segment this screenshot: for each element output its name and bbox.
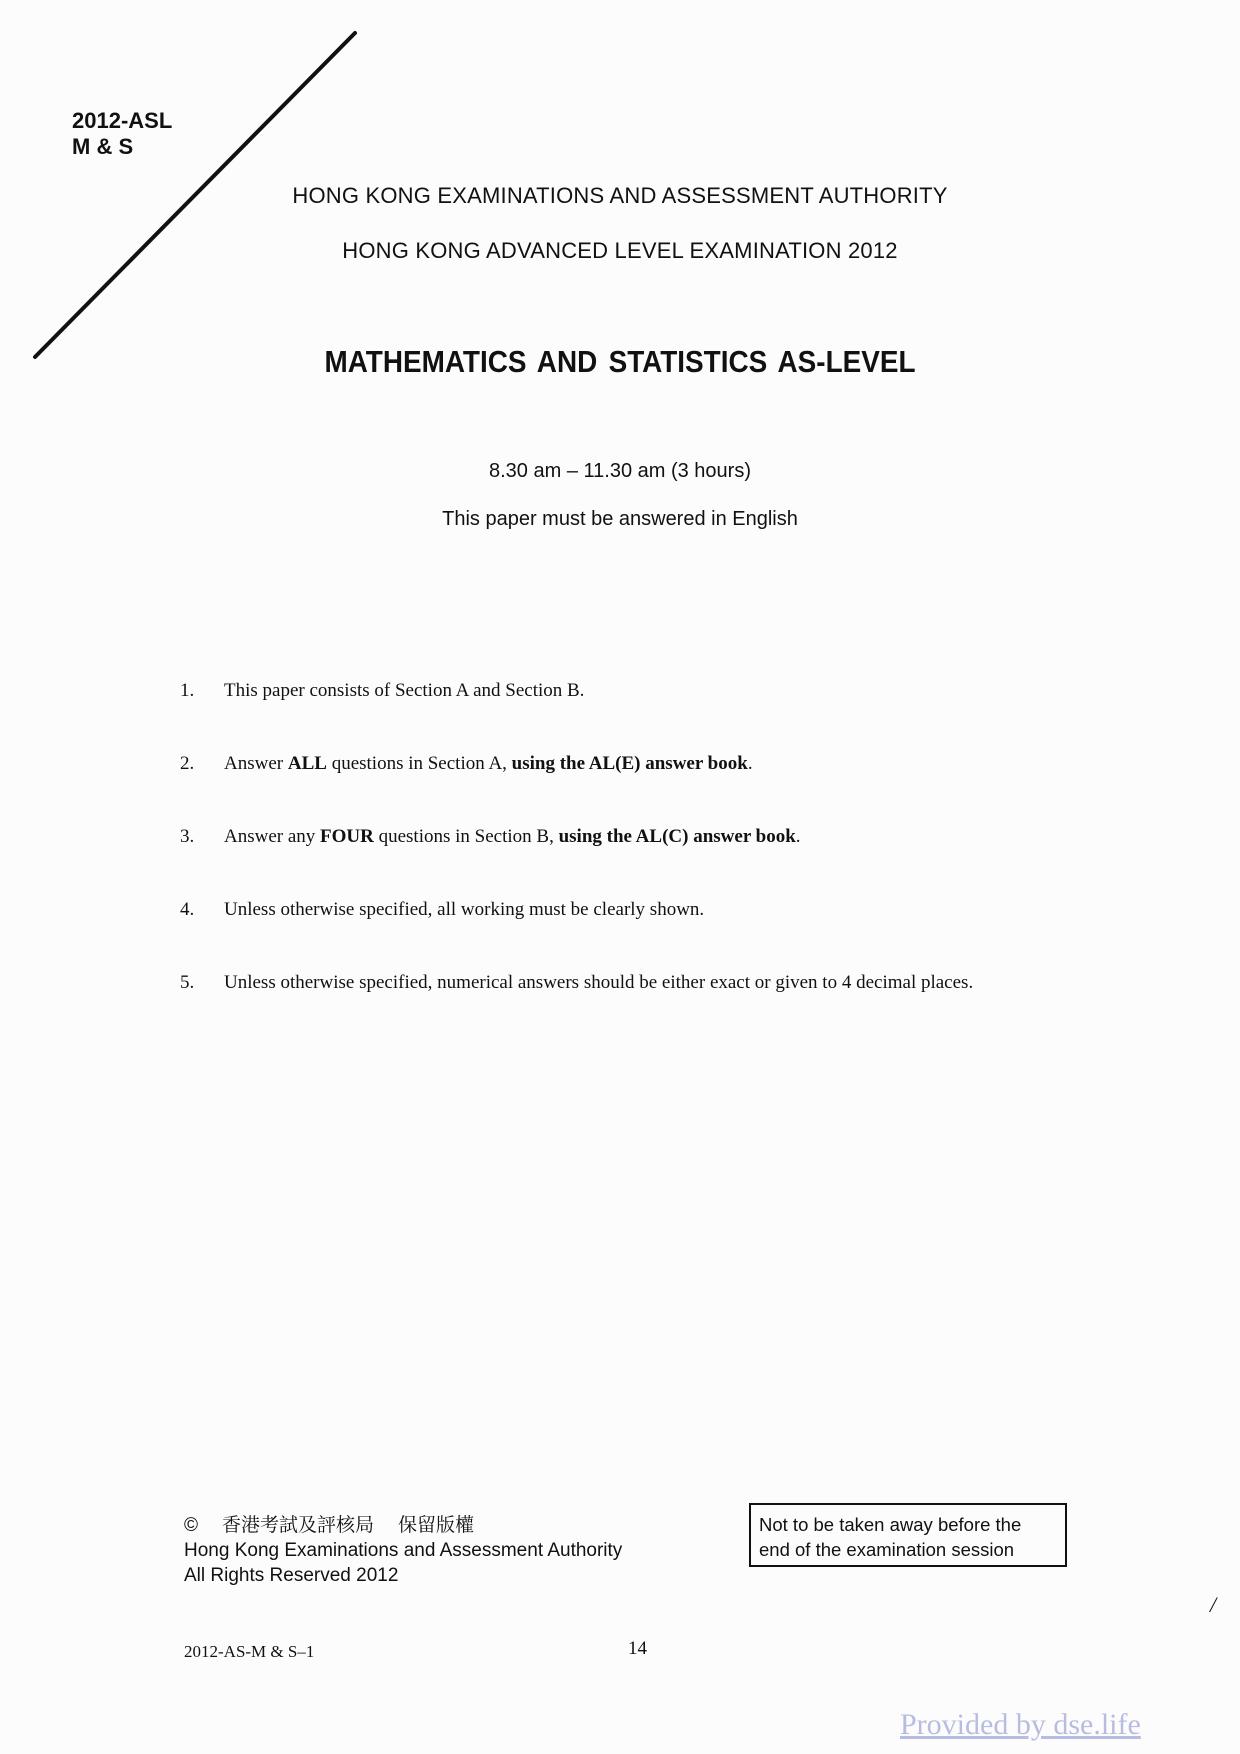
- instruction-number: 2.: [180, 753, 195, 774]
- paper-code-block: [72, 108, 172, 160]
- paper-code-subject: M & S: [72, 134, 134, 159]
- instruction-text: This paper consists of Section A and Section B.: [224, 680, 585, 701]
- copyright-chinese-line: [184, 1513, 622, 1538]
- instruction-emphasis: FOUR: [320, 826, 374, 847]
- instruction-text: .: [795, 826, 801, 847]
- notice-line-1: Not to be taken away before the: [759, 1514, 1022, 1535]
- copyright-chinese-rights: 保留版權: [398, 1515, 475, 1536]
- instruction-item: [180, 972, 973, 994]
- authority-heading: HONG KONG EXAMINATIONS AND ASSESSMENT AUTHORITY: [292, 183, 948, 208]
- instruction-text: .: [747, 753, 753, 774]
- instruction-number: 5.: [180, 972, 195, 993]
- instruction-emphasis: using the AL(C) answer book: [558, 826, 796, 847]
- instruction-text: questions in Section B,: [373, 826, 559, 847]
- copyright-symbol: ©: [184, 1515, 198, 1536]
- language-requirement: This paper must be answered in English: [442, 508, 798, 530]
- instruction-item: [180, 680, 584, 702]
- instruction-number: 4.: [180, 899, 195, 920]
- copyright-english-name: Hong Kong Examinations and Assessment Authority: [184, 1540, 623, 1561]
- instruction-text: Unless otherwise specified, all working must be clearly shown.: [224, 899, 705, 920]
- stray-pen-mark: /: [1210, 1592, 1217, 1617]
- exam-time: 8.30 am – 11.30 am (3 hours): [489, 460, 751, 482]
- paper-code-year: 2012-ASL: [72, 108, 173, 133]
- instruction-emphasis: using the AL(E) answer book: [511, 753, 748, 774]
- instruction-text: questions in Section A,: [326, 753, 512, 774]
- subject-title: MATHEMATICS AND STATISTICS AS-LEVEL: [324, 344, 916, 379]
- page-number: 14: [628, 1638, 647, 1659]
- instruction-number: 1.: [180, 680, 195, 701]
- instruction-item: [180, 899, 704, 921]
- instruction-item: [180, 753, 753, 775]
- copyright-rights: All Rights Reserved 2012: [184, 1565, 399, 1586]
- instruction-text: Unless otherwise specified, numerical answers should be either exact or given to 4 decimal places.: [224, 972, 974, 993]
- notice-line-2: end of the examination session: [759, 1539, 1015, 1560]
- instruction-text: Answer any: [224, 826, 321, 847]
- notice-box: [749, 1503, 1067, 1567]
- exam-heading: HONG KONG ADVANCED LEVEL EXAMINATION 2012: [342, 238, 898, 263]
- instruction-number: 3.: [180, 826, 195, 847]
- copyright-block: [184, 1513, 622, 1588]
- copyright-chinese-name: 香港考試及評核局: [222, 1515, 375, 1536]
- instruction-emphasis: ALL: [287, 753, 327, 774]
- footer-paper-code: 2012-AS-M & S–1: [184, 1642, 315, 1661]
- instruction-text: Answer: [224, 753, 288, 774]
- instruction-item: [180, 826, 801, 848]
- watermark-link[interactable]: Provided by dse.life: [900, 1708, 1141, 1741]
